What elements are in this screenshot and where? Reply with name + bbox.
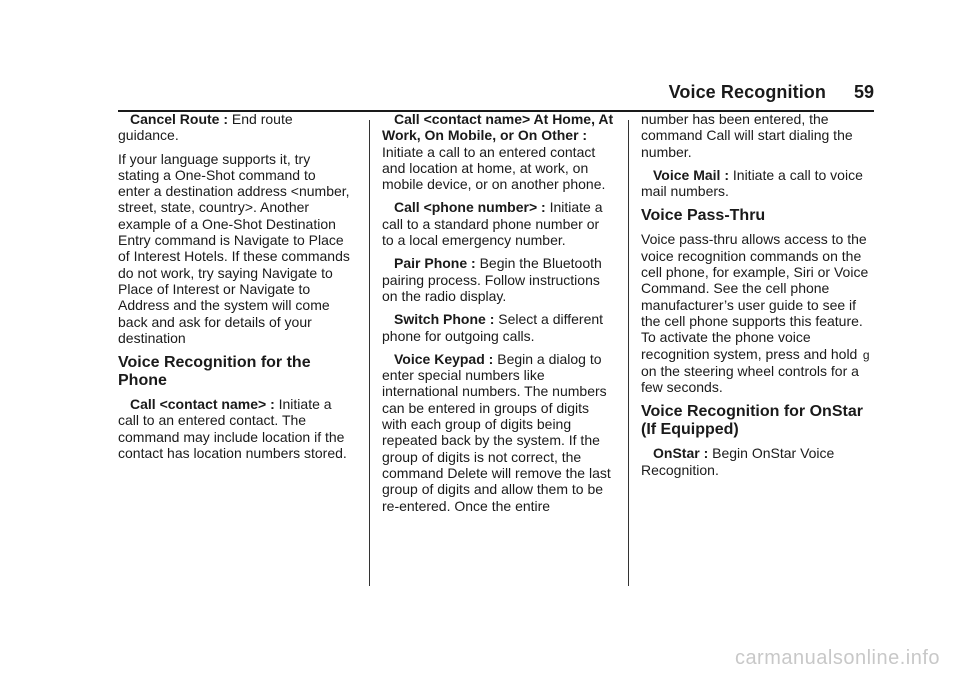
command-description: Initiate a call to a standard phone number or to a local emergency number. bbox=[382, 199, 603, 249]
pass-thru-text: Voice pass-thru allows access to the voice recognition commands on the cell phone, for example, Siri or Voice Command. See the cell phone manufacturer’s user guide to see if the cell phone supports this feature. To activate the phone voice recognition system, press and hold bbox=[641, 231, 869, 362]
push-to-talk-icon: g bbox=[862, 347, 870, 362]
command-term: Call <contact name> bbox=[130, 396, 267, 413]
page-number: 59 bbox=[853, 82, 874, 102]
command-term: OnStar bbox=[653, 445, 700, 462]
command-description: End route guidance. bbox=[118, 111, 293, 144]
watermark: carmanualsonline.info bbox=[734, 647, 940, 669]
command-colon: : bbox=[488, 350, 494, 367]
pair-phone-entry bbox=[382, 255, 614, 304]
oneshot-paragraph: If your language supports it, try stating a One-Shot command to enter a destination address <number, street, state, country>. Another example of a One-Shot Destination Entry command is Navigate to Place of Interest Hotels. If these commands do not work, try saying Navigate to Place of Interest or Navigate to Address and the system will come back and ask for details of your destination bbox=[118, 150, 350, 346]
call-contact-location-entry bbox=[382, 111, 614, 192]
voice-mail-entry bbox=[641, 167, 873, 200]
command-description: Begin OnStar Voice Recognition. bbox=[641, 445, 835, 478]
page-header bbox=[0, 80, 960, 108]
column-divider bbox=[628, 120, 629, 586]
command-colon: : bbox=[270, 396, 275, 413]
command-term: Cancel Route bbox=[130, 111, 220, 127]
command-colon: : bbox=[489, 311, 495, 328]
command-colon: : bbox=[541, 199, 546, 216]
command-description: Initiate a call to voice mail numbers. bbox=[641, 166, 863, 200]
switch-phone-entry bbox=[382, 311, 614, 344]
heading-phone: Voice Recognition for the Phone bbox=[118, 354, 311, 390]
command-term: Pair Phone bbox=[394, 255, 468, 272]
continuation-paragraph: number has been entered, the command Call will start dialing the number. bbox=[641, 111, 853, 160]
command-description: Select a different phone for outgoing calls. bbox=[382, 311, 604, 344]
call-phone-entry bbox=[382, 199, 614, 248]
command-description: Initiate a call to an entered contact and location at home, at work, on mobile device, or on another phone. bbox=[382, 143, 606, 193]
command-term: Voice Keypad bbox=[394, 350, 485, 367]
section-title: Voice Recognition bbox=[668, 82, 826, 102]
command-term: Voice Mail bbox=[653, 166, 721, 183]
command-colon: : bbox=[582, 127, 588, 144]
command-term: Call <contact name> At Home, At Work, On Mobile, or On Other bbox=[382, 111, 614, 144]
onstar-entry bbox=[641, 445, 873, 478]
command-description: Begin a dialog to enter special numbers like international numbers. The numbers can be entered in groups of digits with each group of digits being repeated back by the system. If the group of digits is not correct, the command Delete will remove the last group of digits and allow them to be re-entered. Once the entire bbox=[382, 350, 611, 514]
voice-keypad-entry bbox=[382, 351, 614, 514]
command-term: Call <phone number> bbox=[394, 199, 538, 216]
command-description: Begin the Bluetooth pairing process. Follow instructions on the radio display. bbox=[382, 255, 602, 304]
command-description: Initiate a call to an entered contact. The command may include location if the contact has location numbers stored. bbox=[118, 396, 347, 462]
command-colon: : bbox=[223, 111, 229, 127]
heading-onstar: Voice Recognition for OnStar (If Equipped) bbox=[641, 403, 863, 439]
cancel-route-entry bbox=[118, 111, 350, 144]
column-divider bbox=[369, 120, 370, 586]
call-contact-entry bbox=[118, 396, 350, 461]
command-colon: : bbox=[724, 166, 729, 183]
pass-thru-paragraph bbox=[641, 231, 873, 395]
column-2 bbox=[382, 111, 614, 521]
command-colon: : bbox=[703, 445, 709, 462]
heading-voice-pass-thru: Voice Pass-Thru bbox=[641, 207, 766, 225]
column-1 bbox=[118, 111, 350, 468]
pass-thru-text-end: on the steering wheel controls for a few seconds. bbox=[641, 362, 859, 396]
command-colon: : bbox=[471, 255, 476, 272]
column-3 bbox=[641, 111, 873, 485]
command-term: Switch Phone bbox=[394, 311, 486, 328]
